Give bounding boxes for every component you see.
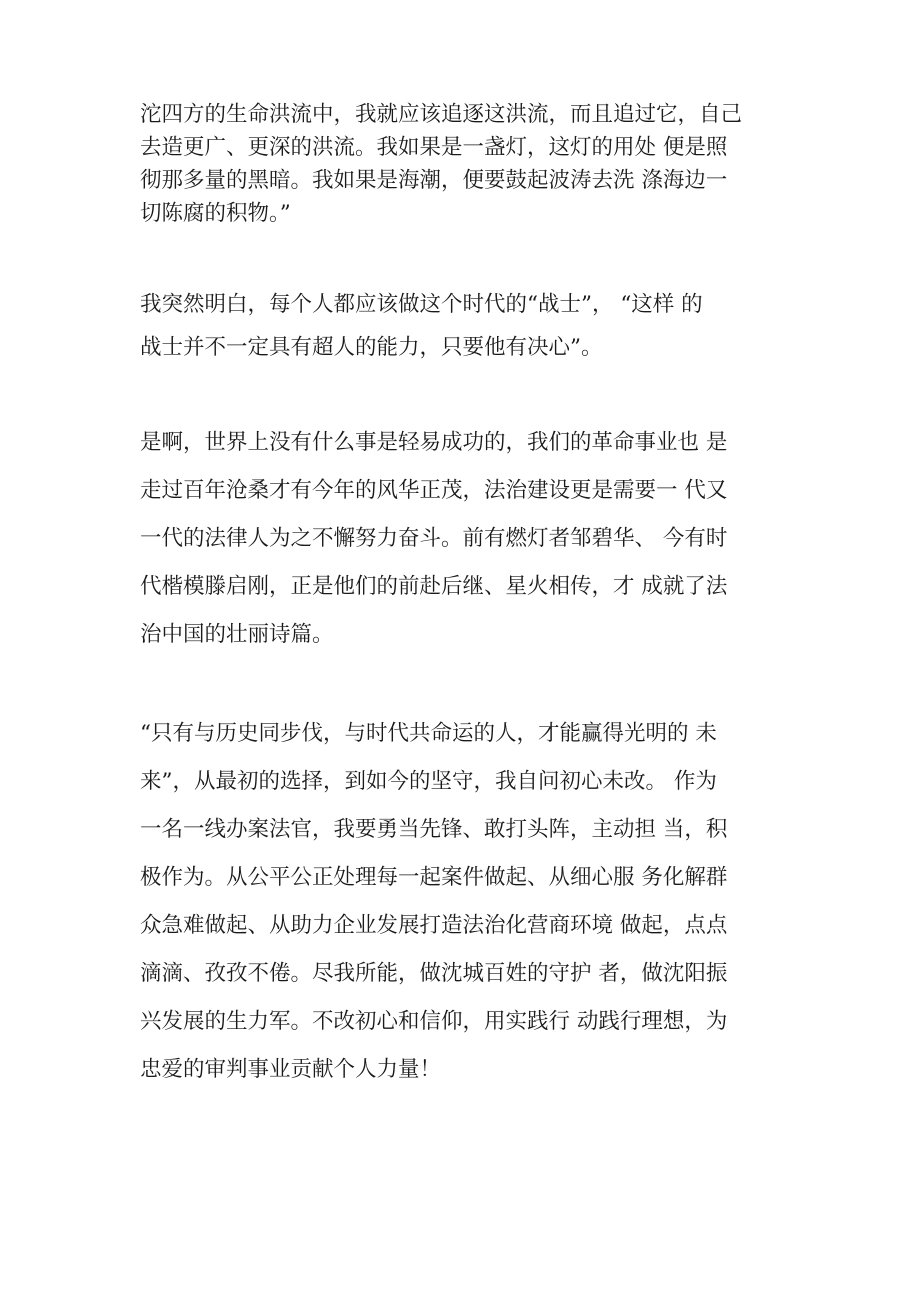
paragraph-line: 一名一线办案法官，我要勇当先锋、敢打头阵，主动担 当，积 — [140, 817, 728, 842]
paragraph-line: 忠爱的审判事业贡献个人力量！ — [140, 1057, 442, 1082]
paragraph-2 — [140, 283, 785, 369]
paragraph-line: 沱四方的生命洪流中，我就应该追逐这洪流，而且追过它，自己 — [140, 102, 743, 127]
paragraph-4 — [140, 710, 785, 1094]
paragraph-1 — [140, 98, 785, 230]
paragraph-line: 代楷模滕启刚，正是他们的前赴后继、星火相传，才 成就了法 — [140, 574, 728, 599]
paragraph-line: 走过百年沧桑才有今年的风华正茂，法治建设更是需要一 代又 — [140, 478, 728, 503]
paragraph-line: 我突然明白，每个人都应该做这个时代的“战士”， “这样 的 — [140, 292, 703, 317]
paragraph-line: 去造更广、更深的洪流。我如果是一盏灯，这灯的用处 便是照 — [140, 135, 728, 160]
paragraph-line: “只有与历史同步伐，与时代共命运的人，才能赢得光明的 未 — [140, 721, 717, 746]
paragraph-line: 治中国的壮丽诗篇。 — [140, 622, 334, 647]
paragraph-line: 战士并不一定具有超人的能力，只要他有决心”。 — [140, 335, 603, 360]
paragraph-line: 极作为。从公平公正处理每一起案件做起、从细心服 务化解群 — [140, 865, 728, 890]
paragraph-line: 来”，从最初的选择，到如今的坚守，我自问初心未改。 作为 — [140, 769, 717, 794]
paragraph-line: 一代的法律人为之不懈努力奋斗。前有燃灯者邹碧华、 今有时 — [140, 526, 728, 551]
paragraph-line: 滴滴、孜孜不倦。尽我所能，做沈城百姓的守护 者，做沈阳振 — [140, 961, 728, 986]
paragraph-line: 众急难做起、从助力企业发展打造法治化营商环境 做起，点点 — [140, 913, 728, 938]
paragraph-line: 兴发展的生力军。不改初心和信仰，用实践行 动践行理想，为 — [140, 1009, 728, 1034]
paragraph-3 — [140, 419, 785, 659]
paragraph-line: 彻那多量的黑暗。我如果是海潮，便要鼓起波涛去洗 涤海边一 — [140, 168, 728, 193]
paragraph-line: 切陈腐的积物。” — [140, 201, 291, 226]
paragraph-line: 是啊，世界上没有什么事是轻易成功的，我们的革命事业也 是 — [140, 430, 728, 455]
